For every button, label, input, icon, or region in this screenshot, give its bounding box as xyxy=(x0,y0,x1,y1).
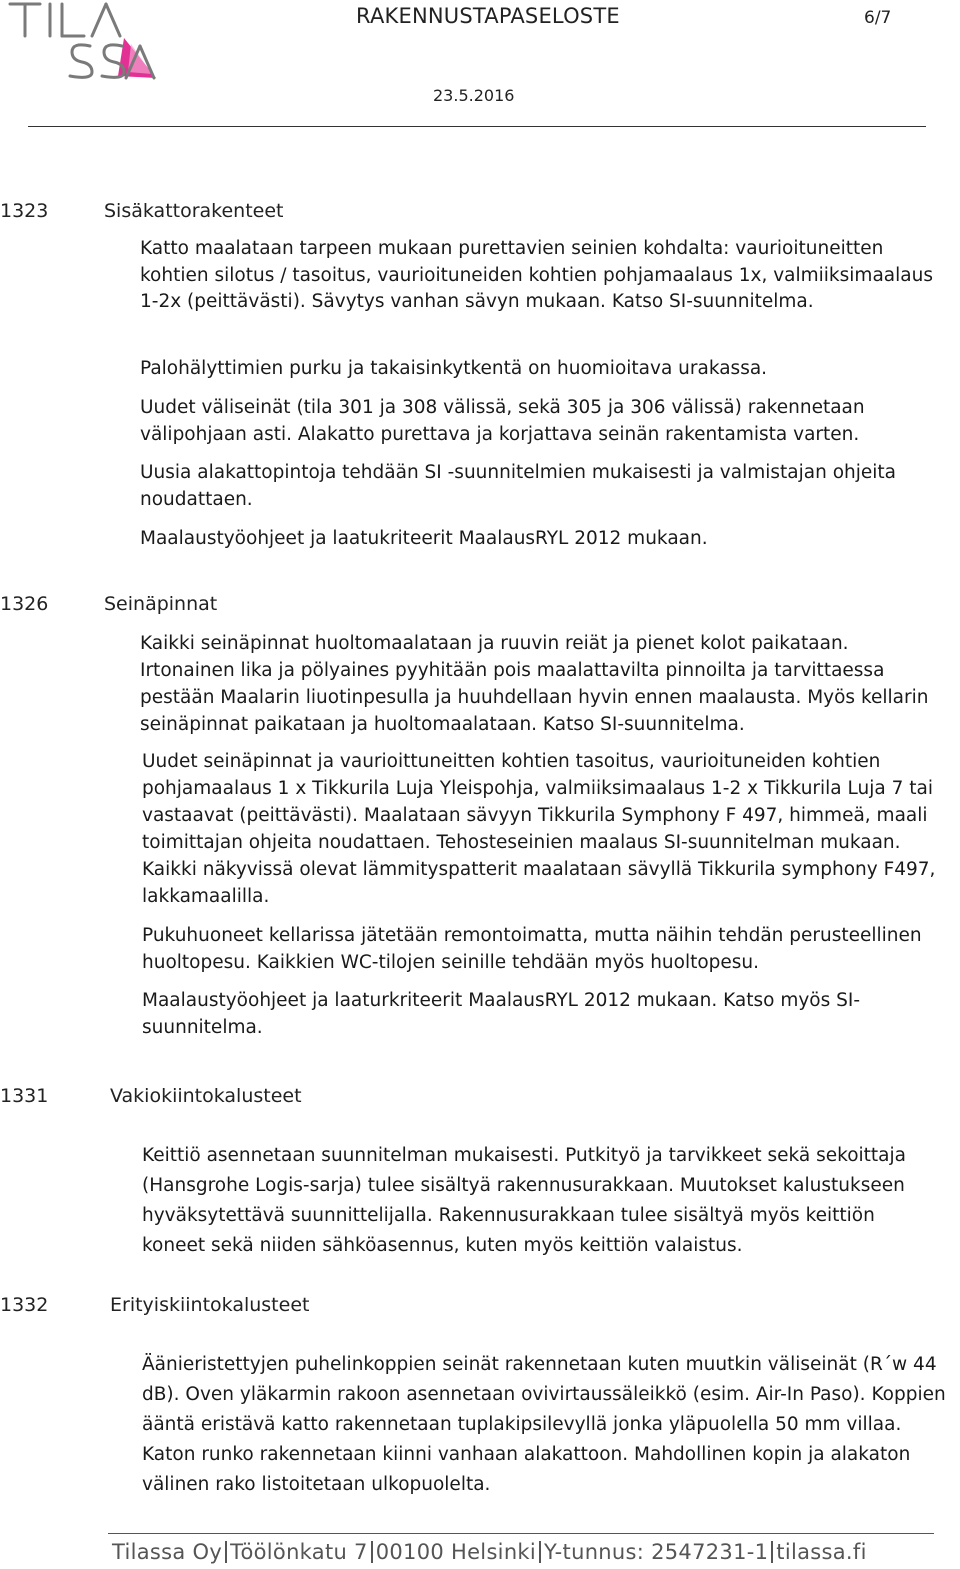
tilassa-logo xyxy=(6,0,156,82)
paragraph: Keittiö asennetaan suunnitelman mukaisesti. Putkityö ja tarvikkeet sekä sekoittaja (Hansgrohe Logis-sarja) tulee sisältyä rakennusurakkaan. Muutokset kalustukseen hyväksytettävä suunnittelijalla. Rakennusurakkaan tulee sisältyä myös keittiön koneet sekä niiden sähköasennus, kuten myös keittiön valaistus. xyxy=(142,1145,906,1256)
paragraph: Uusia alakattopintoja tehdään SI -suunnitelmien mukaisesti ja valmistajan ohjeita noudattaen. xyxy=(140,462,896,510)
paragraph: Uudet seinäpinnat ja vaurioittuneitten kohtien tasoitus, vaurioituneiden kohtien pohjamaalaus 1 x Tikkurila Luja Yleispohja, valmiiksimaalaus 1-2 x Tikkurila Luja 7 tai vastaavat (peittävästi). Maalataan sävyyn Tikkurila Symphony F 497, himmeä, maali toimittajan ohjeita noudattaen. Tehosteseinien maalaus SI-suunnitelman mukaan. Kaikki näkyvissä olevat lämmityspatterit maalataan sävyllä Tikkurila symphony F497, lakkamaalilla. xyxy=(142,751,936,907)
footer xyxy=(112,1540,867,1564)
section-title: Sisäkattorakenteet xyxy=(104,200,284,222)
section-number: 1332 xyxy=(0,1294,49,1316)
section-number: 1326 xyxy=(0,593,49,615)
header-divider xyxy=(28,126,926,127)
section-title: Seinäpinnat xyxy=(104,593,218,615)
paragraph: Uudet väliseinät (tila 301 ja 308 välissä, sekä 305 ja 306 välissä) rakennetaan välipohjaan asti. Alakatto purettava ja korjattava seinän rakentamista varten. xyxy=(140,397,865,445)
section-title: Erityiskiintokalusteet xyxy=(110,1294,310,1316)
paragraph: Pukuhuoneet kellarissa jätetään remontoimatta, mutta näihin tehdän perusteellinen huoltopesu. Kaikkien WC-tilojen seinille tehdään myös huoltopesu. xyxy=(142,925,922,973)
page-number: 6/7 xyxy=(864,8,892,28)
paragraph: Maalaustyöohjeet ja laatukriteerit MaalausRYL 2012 mukaan. xyxy=(140,528,708,549)
footer-divider xyxy=(108,1533,934,1534)
footer-company: Tilassa Oy xyxy=(112,1540,223,1564)
section-number: 1323 xyxy=(0,200,49,222)
footer-separator xyxy=(771,1541,773,1563)
paragraph: Palohälyttimien purku ja takaisinkytkentä on huomioitava urakassa. xyxy=(140,358,768,379)
section-title: Vakiokiintokalusteet xyxy=(110,1085,302,1107)
document-date: 23.5.2016 xyxy=(433,86,515,105)
footer-website: tilassa.fi xyxy=(776,1540,867,1564)
paragraph: Äänieristettyjen puhelinkoppien seinät rakennetaan kuten muutkin väliseinät (R´w 44 dB). Oven yläkarmin rakoon asennetaan ovivirtaussäleikkö (esim. Air-In Paso). Koppien ääntä eristävä katto rakennetaan tuplakipsilevyllä jonka yläpuolella 50 mm villaa. Katon runko rakennetaan kiinni vanhaan alakattoon. Mahdollinen kopin ja alakaton välinen rako listoitetaan ulkopuolelta. xyxy=(142,1354,946,1495)
footer-separator xyxy=(539,1541,541,1563)
paragraph: Kaikki seinäpinnat huoltomaalataan ja ruuvin reiät ja pienet kolot paikataan. Irtonainen lika ja pölyaines pyyhitään pois maalattavilta pinnoilta ja tarvittaessa pestään Maalarin liuotinpesulla ja huuhdellaan hyvin ennen maalausta. Myös kellarin seinäpinnat paikataan ja huoltomaalataan. Katso SI-suunnitelma. xyxy=(140,633,929,735)
footer-address: Töölönkatu 7 xyxy=(230,1540,368,1564)
footer-separator xyxy=(371,1541,373,1563)
footer-city: 00100 Helsinki xyxy=(375,1540,537,1564)
footer-separator xyxy=(225,1541,227,1563)
paragraph: Maalaustyöohjeet ja laaturkriteerit MaalausRYL 2012 mukaan. Katso myös SI-suunnitelma. xyxy=(142,990,860,1038)
paragraph: Katto maalataan tarpeen mukaan purettavien seinien kohdalta: vaurioituneitten kohtien silotus / tasoitus, vaurioituneiden kohtien pohjamaalaus 1x, valmiiksimaalaus 1-2x (peittävästi). Sävytys vanhan sävyn mukaan. Katso SI-suunnitelma. xyxy=(140,238,933,312)
document-title: RAKENNUSTAPASELOSTE xyxy=(356,4,620,28)
section-number: 1331 xyxy=(0,1085,49,1107)
footer-business-id: Y-tunnus: 2547231-1 xyxy=(544,1540,769,1564)
